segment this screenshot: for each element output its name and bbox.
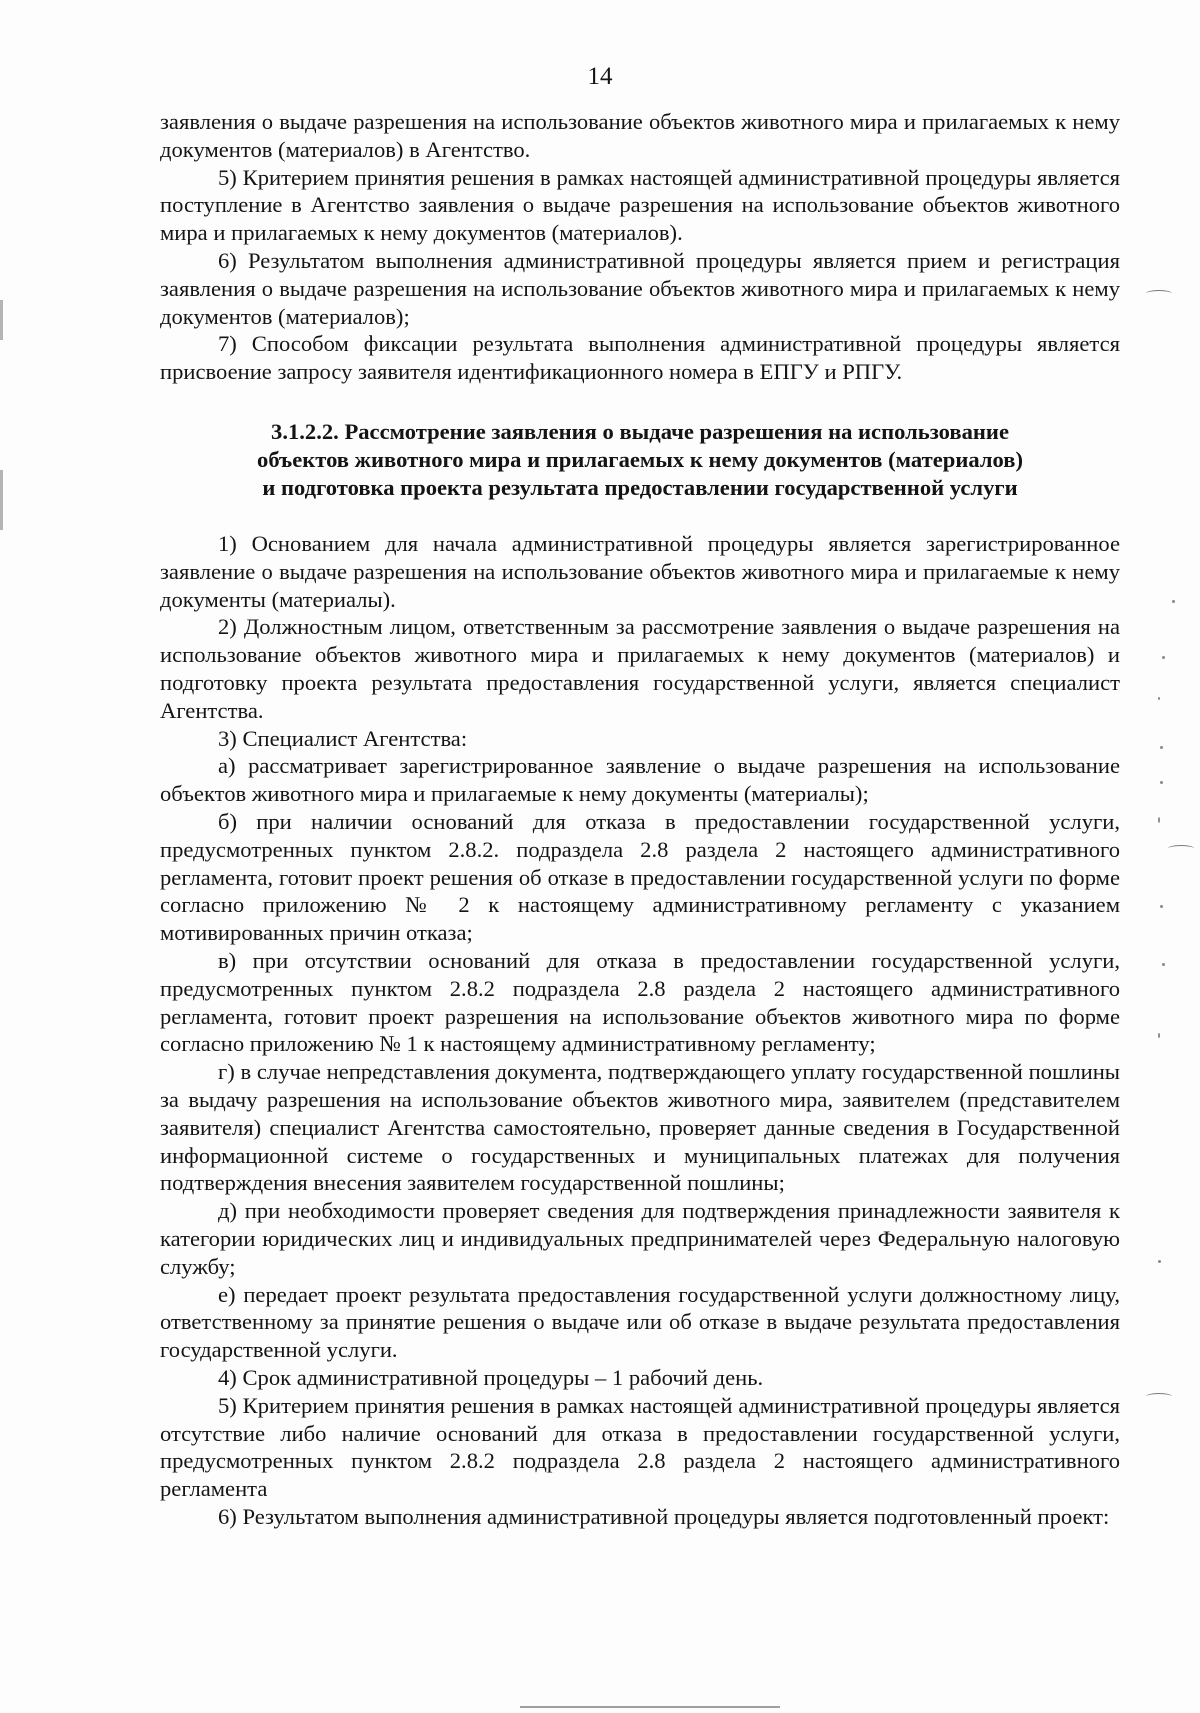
paragraph-subitem-a: а) рассматривает зарегистрированное заявление о выдаче разрешения на использование объектов животного мира и прилагаемые к нему документы (материалы); [160, 753, 1120, 807]
paragraph-result: 6) Результатом выполнения административной процедуры является прием и регистрация заявления о выдаче разрешения на использование объектов животного мира и прилагаемых к нему документов (материалов); [160, 247, 1120, 329]
scan-speck [1158, 1260, 1161, 1263]
scan-edge-mark [0, 300, 3, 340]
scan-edge-mark [0, 470, 3, 530]
paragraph-subitem-d: д) при необходимости проверяет сведения для подтверждения принадлежности заявителя к категории юридических лиц и индивидуальных предпринимателей через Федеральную налоговую службу; [160, 1198, 1120, 1279]
paragraph-continuation: заявления о выдаче разрешения на использование объектов животного мира и прилагаемых к нему документов (материалов) в Агентство. [160, 109, 1120, 162]
paragraph-fixation: 7) Способом фиксации результата выполнения административной процедуры является присвоение запросу заявителя идентификационного номера в ЕПГУ и РПГУ. [160, 331, 1120, 385]
intro-text-block [160, 108, 1120, 386]
scan-edge-mark [1168, 845, 1194, 852]
scan-edge-mark [1146, 290, 1172, 297]
page-number: 14 [587, 63, 613, 90]
scan-speck [1158, 1033, 1160, 1038]
paragraph-item-1: 1) Основанием для начала административной процедуры является зарегистрированное заявление о выдаче разрешения на использование объектов животного мира и прилагаемые к нему документы (материалы). [160, 531, 1120, 612]
section-body [160, 530, 1120, 1531]
paragraph-subitem-b: б) при наличии оснований для отказа в предоставлении государственной услуги, предусмотренных пунктом 2.8.2. подраздела 2.8 раздела 2 настоящего административного регламента, готовит проект решения об отказе в предоставлении государственной услуги по форме согласно приложению № 2 к настоящему административному регламенту с указанием мотивированных причин отказа; [160, 808, 1120, 946]
scan-edge-mark [1146, 1393, 1172, 1400]
paragraph-criterion: 5) Критерием принятия решения в рамках настоящей административной процедуры является поступление в Агентство заявления о выдаче разрешения на использование объектов животного мира и прилагаемых к нему документов (материалов). [160, 164, 1120, 246]
scan-bottom-edge [520, 1706, 780, 1708]
scan-speck [1160, 746, 1163, 749]
scan-speck [1160, 781, 1163, 784]
scan-speck [1162, 963, 1165, 966]
scan-speck [1158, 817, 1160, 823]
section-heading [160, 418, 1120, 502]
section-heading-line: 3.1.2.2. Рассмотрение заявления о выдаче разрешения на использование [271, 419, 1009, 444]
paragraph-subitem-g: г) в случае непредставления документа, подтверждающего уплату государственной пошлины за выдачу разрешения на использование объектов животного мира, заявителем (представителем заявителя) специалист Агентства самостоятельно, проверяет данные сведения в Государственной информационной системе о государственных и муниципальных платежах для получения подтверждения внесения заявителем государственной пошлины; [160, 1059, 1120, 1196]
scan-speck [1172, 600, 1175, 603]
paragraph-item-5: 5) Критерием принятия решения в рамках настоящей административной процедуры является отсутствие либо наличие оснований для отказа в предоставлении государственной услуги, предусмотренных пунктом 2.8.2 подраздела 2.8 раздела 2 настоящего административного регламента [160, 1392, 1120, 1502]
scan-speck [1158, 697, 1160, 700]
section-heading-line: объектов животного мира и прилагаемых к нему документов (материалов) [257, 447, 1023, 472]
paragraph-item-4: 4) Срок административной процедуры – 1 рабочий день. [218, 1364, 764, 1390]
section-heading-line: и подготовка проекта результата предоставлении государственной услуги [262, 475, 1018, 500]
paragraph-item-6: 6) Результатом выполнения административной процедуры является подготовленный проект: [218, 1503, 1110, 1529]
scan-speck [1160, 905, 1163, 908]
paragraph-subitem-v: в) при отсутствии оснований для отказа в предоставлении государственной услуги, предусмотренных пунктом 2.8.2 подраздела 2.8 раздела 2 настоящего административного регламента, готовит проект разрешения на использование объектов животного мира по форме согласно приложению № 1 к настоящему административному регламенту; [160, 947, 1120, 1057]
paragraph-item-2: 2) Должностным лицом, ответственным за рассмотрение заявления о выдаче разрешения на использование объектов животного мира и прилагаемых к нему документов (материалов) и подготовку проекта результата предоставления государственной услуги, является специалист Агентства. [160, 614, 1120, 723]
paragraph-subitem-e: е) передает проект результата предоставления государственной услуги должностному лицу, ответственному за принятие решения о выдаче или об отказе в выдаче результата предоставления государственной услуги. [160, 1281, 1120, 1363]
paragraph-item-3: 3) Специалист Агентства: [218, 725, 468, 751]
scan-speck [1162, 656, 1165, 659]
